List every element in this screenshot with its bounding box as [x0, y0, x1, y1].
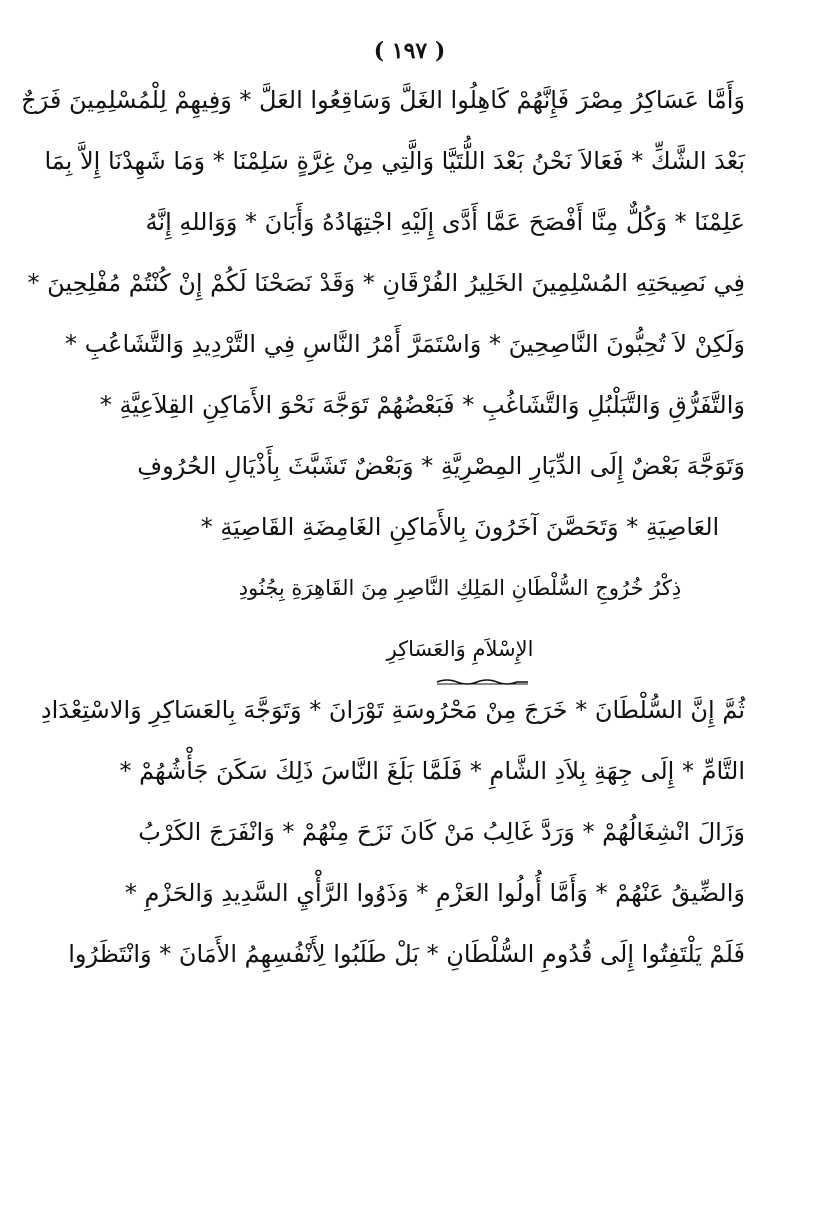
text-line: فِي نَصِيحَتِهِ المُسْلِمِينَ الخَلِيرُ الفُرْقَانِ * وَقَدْ نَصَحْنَا لَكُمْ إِنْ كُنْتُمْ مُفْلِحِينَ *	[27, 269, 745, 297]
text-line: فَلَمْ يَلْتَفِتُوا إِلَى قُدُومِ السُّلْطَانِ * بَلْ طَلَبُوا لِأَنْفُسِهِمُ الأَمَانَ * وَانْتَظَرُوا	[68, 940, 745, 968]
section-heading-continued: الإِسْلاَمِ وَالعَسَاكِرِ	[386, 637, 534, 661]
text-line: بَعْدَ الشَّكِّ * فَعَالاَ نَحْنُ بَعْدَ اللُّتَيَّا وَالَّتِي مِنْ غِرَّةٍ سَلِمْنَا * وَمَا شَهِدْنَا إِلاَّ بِمَا	[44, 147, 745, 175]
text-line: التَّامِّ * إِلَى جِهَةِ بِلاَدِ الشَّامِ * فَلَمَّا بَلَغَ النَّاسَ ذَلِكَ سَكَنَ جَأْشُهُمْ *	[119, 757, 745, 785]
section-heading: ذِكْرُ خُرُوجِ السُّلْطَانِ المَلِكِ النَّاصِرِ مِنَ القَاهِرَةِ بِجُنُودِ	[238, 576, 682, 600]
text-line: ثُمَّ إِنَّ السُّلْطَانَ * خَرَجَ مِنْ مَحْرُوسَةِ تَوْرَانَ * وَتَوَجَّهَ بِالعَسَاكِرِ وَالاسْتِعْدَادِ	[40, 696, 745, 724]
text-line: وَالضِّيقُ عَنْهُمْ * وَأَمَّا أُولُوا العَزْمِ * وَذَوُوا الرَّأْيِ السَّدِيدِ وَالحَزْمِ *	[124, 879, 745, 907]
text-line: العَاصِيَةِ * وَتَحَصَّنَ آخَرُونَ بِالأَمَاكِنِ الغَامِضَةِ القَاصِيَةِ *	[200, 513, 720, 541]
text-line: وَتَوَجَّهَ بَعْضٌ إِلَى الدِّيَارِ المِصْرِيَّةِ * وَبَعْضٌ تَشَبَّثَ بِأَذْيَالِ الحُرُوفِ	[137, 452, 745, 480]
page-number: ( ١٩٧ )	[373, 38, 446, 64]
heading-ornament	[435, 677, 530, 685]
text-line: وَلَكِنْ لاَ تُحِبُّونَ النَّاصِحِينَ * وَاسْتَمَرَّ أَمْرُ النَّاسِ فِي التَّرْدِيدِ وَالتَّشَاعُبِ *	[64, 330, 745, 358]
text-line: وَأَمَّا عَسَاكِرُ مِصْرَ فَإِنَّهُمْ كَاهِلُوا الغَلَّ وَسَاقِعُوا العَلَّ * وَفِيهِمْ لِلْمُسْلِمِينَ فَرَجٌ	[21, 86, 745, 114]
text-line: عَلِمْنَا * وَكُلٌّ مِنَّا أَفْصَحَ عَمَّا أَدَّى إِلَيْهِ اجْتِهَادُهُ وَأَبَانَ * وَوَاللهِ إِنَّهُ	[145, 208, 745, 236]
text-line: وَالتَّفَرُّقِ وَالتَّبَلْبُلِ وَالتَّشَاغُبِ * فَبَعْضُهُمْ تَوَجَّهَ نَحْوَ الأَمَاكِنِ القِلاَعِيَّةِ *	[99, 391, 745, 419]
text-line: وَزَالَ انْشِغَالُهُمْ * وَرَدَّ غَالِبُ مَنْ كَانَ نَزَحَ مِنْهُمْ * وَانْفَرَجَ الكَرْبُ	[138, 818, 745, 846]
main-text	[21, 70, 745, 985]
